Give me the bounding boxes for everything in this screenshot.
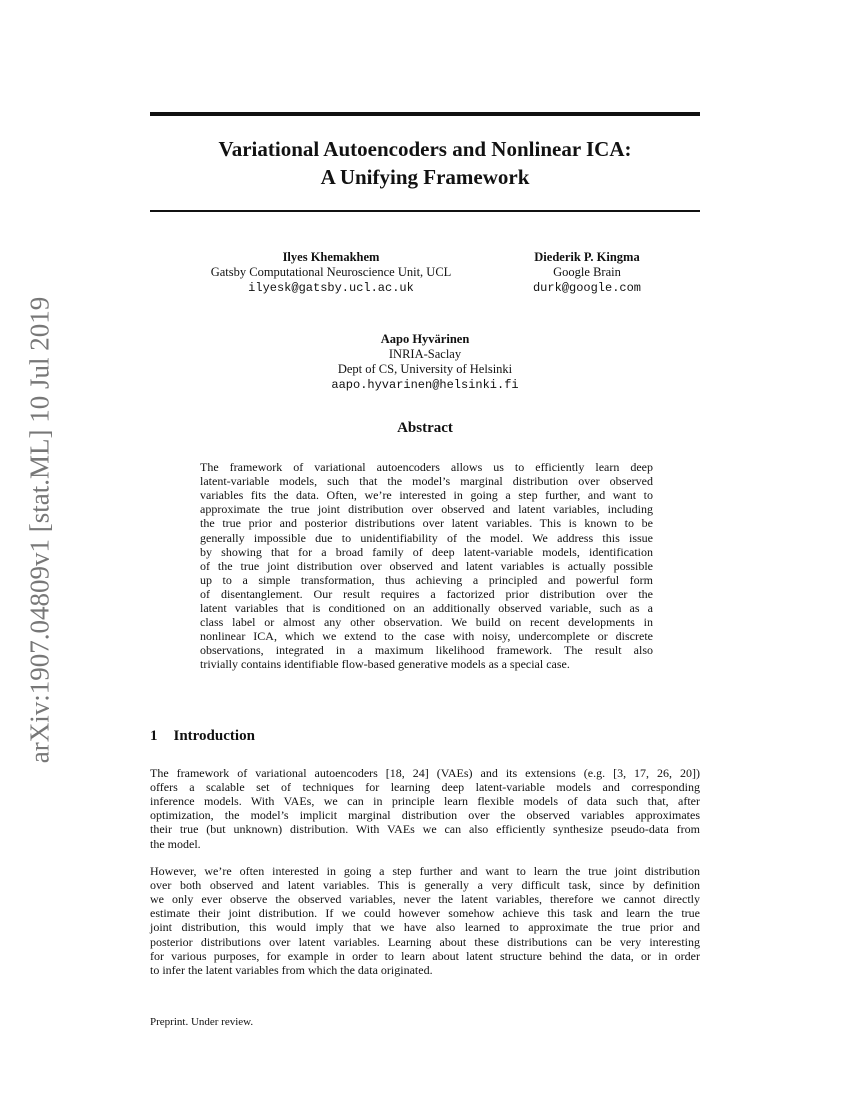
abstract-heading: Abstract (397, 420, 453, 436)
text-line: latent-variable models, such that the model’s marginal distribution over observed (200, 474, 653, 489)
text-line: of the true joint distribution over observed and latent variables is actually possible (200, 558, 653, 573)
text-line: by showing that for a broad family of deep latent-variable models, identification (200, 544, 653, 559)
text-line: the model. (150, 836, 201, 851)
title-top-rule (150, 112, 700, 116)
text-line: generally impossible due to unidentifiability of the model. We address this issue (200, 530, 653, 545)
author-name: Ilyes Khemakhem (282, 250, 380, 264)
text-line: optimization, the model’s implicit marginal distribution over the observed variables approximates (150, 808, 700, 823)
author-name: Diederik P. Kingma (534, 250, 640, 264)
text-line: nonlinear ICA, which we extend to the case with noisy, undercomplete or discrete (200, 629, 653, 644)
text-line: up to a simple transformation, thus achieving a principled and powerful form (200, 572, 653, 587)
text-line: for various purposes, for example in order to learn about latent structure behind the data, or in order (150, 948, 700, 963)
author-affiliation: INRIA-Saclay (388, 347, 462, 361)
title-bottom-rule (150, 210, 700, 212)
text-line: joint distribution, this would imply that we have also learned to approximate the true prior and (150, 920, 700, 935)
text-line: The framework of variational autoencoders allows us to efficiently learn deep (200, 460, 653, 474)
section-heading (150, 728, 255, 745)
author-affiliation: Dept of CS, University of Helsinki (337, 362, 513, 376)
author-email[interactable]: aapo.hyvarinen@helsinki.fi (331, 378, 519, 392)
text-line: we only ever observe the observed variables, never the latent variables, therefore we cannot directly (150, 892, 700, 907)
text-line: variables fits the data. Often, we’re interested in going a step further, and want to (200, 488, 653, 503)
paper-title-line-1: Variational Autoencoders and Nonlinear ICA: (218, 137, 632, 161)
arxiv-identifier: arXiv:1907.04809v1 [stat.ML] 10 Jul 2019 (24, 296, 55, 764)
text-line: However, we’re often interested in going a step further and want to learn the true joint distribution (150, 864, 700, 878)
text-line: observations, integrated in a maximum likelihood framework. The result also (200, 643, 653, 658)
author-email[interactable]: durk@google.com (532, 281, 642, 295)
section-title: Introduction (173, 728, 255, 744)
text-line: offers a scalable set of techniques for learning deep latent-variable models and corresponding (150, 780, 700, 795)
text-line: estimate their joint distribution. If we could however somehow achieve this task and learn the true (150, 906, 700, 921)
footer-note: Preprint. Under review. (150, 1016, 254, 1028)
text-line: the true prior and posterior distributions over latent variables. This is known to be (200, 516, 653, 531)
text-line: of disentanglement. Our result requires a factorized prior distribution over the (200, 586, 653, 601)
text-line: inference models. With VAEs, we can in principle learn flexible models of data such that, after (150, 794, 700, 809)
author-affiliation: Google Brain (553, 265, 621, 279)
author-email[interactable]: ilyesk@gatsby.ucl.ac.uk (248, 281, 414, 295)
text-line: class label or almost any other observation. We build on recent developments in (200, 615, 653, 630)
section-number: 1 (150, 728, 158, 744)
author-affiliation: Gatsby Computational Neuroscience Unit, UCL (210, 265, 452, 279)
paper-title-line-2: A Unifying Framework (320, 165, 530, 189)
author-name: Aapo Hyvärinen (380, 332, 470, 346)
text-line: approximate the true joint distribution over observed and latent variables, including (200, 502, 653, 517)
text-line: over both observed and latent variables. This is generally a very difficult task, since by definition (150, 878, 700, 893)
text-line: their true (but unknown) distribution. With VAEs we can also efficiently synthesize pseudo-data from (150, 822, 700, 837)
text-line: latent variables that is conditioned on an additionally observed variable, such as a (200, 601, 653, 615)
text-line: The framework of variational autoencoders [18, 24] (VAEs) and its extensions (e.g. [3, 17, 26, 20]) (150, 766, 700, 780)
text-line: trivially contains identifiable flow-based generative models as a special case. (200, 657, 570, 672)
text-line: to infer the latent variables from which the data originated. (150, 962, 433, 977)
text-line: posterior distributions over latent variables. Learning about these distributions can be very interesting (150, 934, 700, 949)
